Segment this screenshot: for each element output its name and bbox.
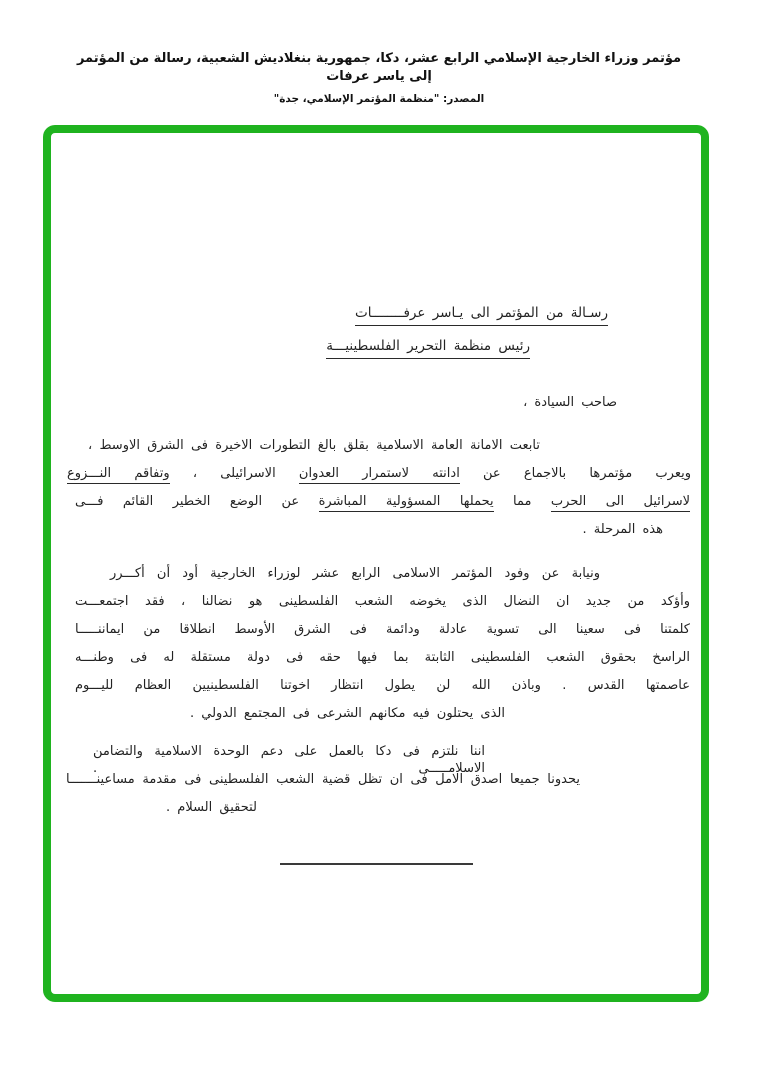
underlined-phrase: ادانته لاستمرار العدوان	[299, 466, 460, 484]
underlined-phrase: يحملها المسؤولية المباشرة	[319, 494, 494, 512]
paragraph3-line3: لتحقيق السلام .	[166, 800, 257, 815]
paragraph2-line6: الذى يحتلون فيه مكانهم الشرعى فى المجتمع الدولي .	[189, 706, 505, 721]
p1l2-text: ويعرب مؤتمرها بالاجماع عن	[459, 466, 692, 481]
paragraph1-line2	[67, 465, 691, 482]
title-text-1: رسـالة من المؤتمر الى يـاسر عرفــــــــات	[355, 305, 608, 326]
paragraph2-line3: كلمتنا فى سعينا الى تسوية عادلة ودائمة فى الشرق الأوسط انطلاقا من ايماننـــــا	[75, 622, 690, 637]
underlined-phrase: وتفاقم النـــزوع	[67, 466, 170, 484]
paragraph1-line3	[75, 493, 690, 510]
salutation: صاحب السيادة ،	[523, 395, 617, 410]
paragraph3-line2: يحدونا جميعا اصدق الامل فى ان تظل قضية الشعب الفلسطينى فى مقدمة مساعينـــــــا	[66, 772, 580, 787]
paragraph2-line5: عاصمتها القدس . وباذن الله لن يطول انتظار اخوتنا الفلسطينيين العظام لليـــوم	[75, 678, 690, 693]
title-text-2: رئيس منظمة التحرير الفلسطينيـــة	[326, 338, 530, 359]
paragraph2-line4: الراسخ بحقوق الشعب الفلسطينى الثابتة بما فيها حقه فى دولة مستقلة له فى وطنـــه	[75, 650, 690, 665]
letter-title-line2	[326, 338, 530, 355]
source-caption	[65, 50, 693, 106]
p1l2-text: الاسرائيلى ،	[169, 466, 299, 481]
caption-title: مؤتمر وزراء الخارجية الإسلامي الرابع عشر، دكا، جمهورية بنغلاديش الشعبية، رسالة من المؤتمر إلى ياسر عرفات	[76, 51, 682, 84]
letter-title-line1	[355, 305, 608, 322]
paragraph2-line2: وأؤكد من جديد ان النضال الذى يخوضه الشعب الفلسطينى هو نضالنا ، فقد اجتمعـــت	[75, 594, 690, 609]
paragraph1-line4: هذه المرحلة .	[582, 522, 663, 537]
letter-page	[51, 133, 701, 994]
underlined-phrase: لاسرائيل الى الحرب	[551, 494, 690, 512]
paragraph2-line1: ونيابة عن وفود المؤتمر الاسلامى الرابع عشر لوزراء الخارجية أود أن أكـــرر	[110, 566, 600, 581]
p1l3-text: مما	[493, 494, 551, 509]
caption-source: المصدر: "منظمة المؤتمر الإسلامي، جدة"	[273, 93, 485, 105]
paragraph3-line1: اننا نلتزم فى دكا بالعمل على دعم الوحدة الاسلامية والتضامن الاسلامـــــى .	[93, 744, 485, 776]
p1l3-text: عن الوضع الخطير القائم فـــى	[75, 494, 319, 509]
paragraph1-line1: تابعت الامانة العامة الاسلامية بقلق بالغ التطورات الاخيرة فى الشرق الاوسط ،	[88, 438, 540, 453]
closing-divider-line	[280, 863, 473, 865]
